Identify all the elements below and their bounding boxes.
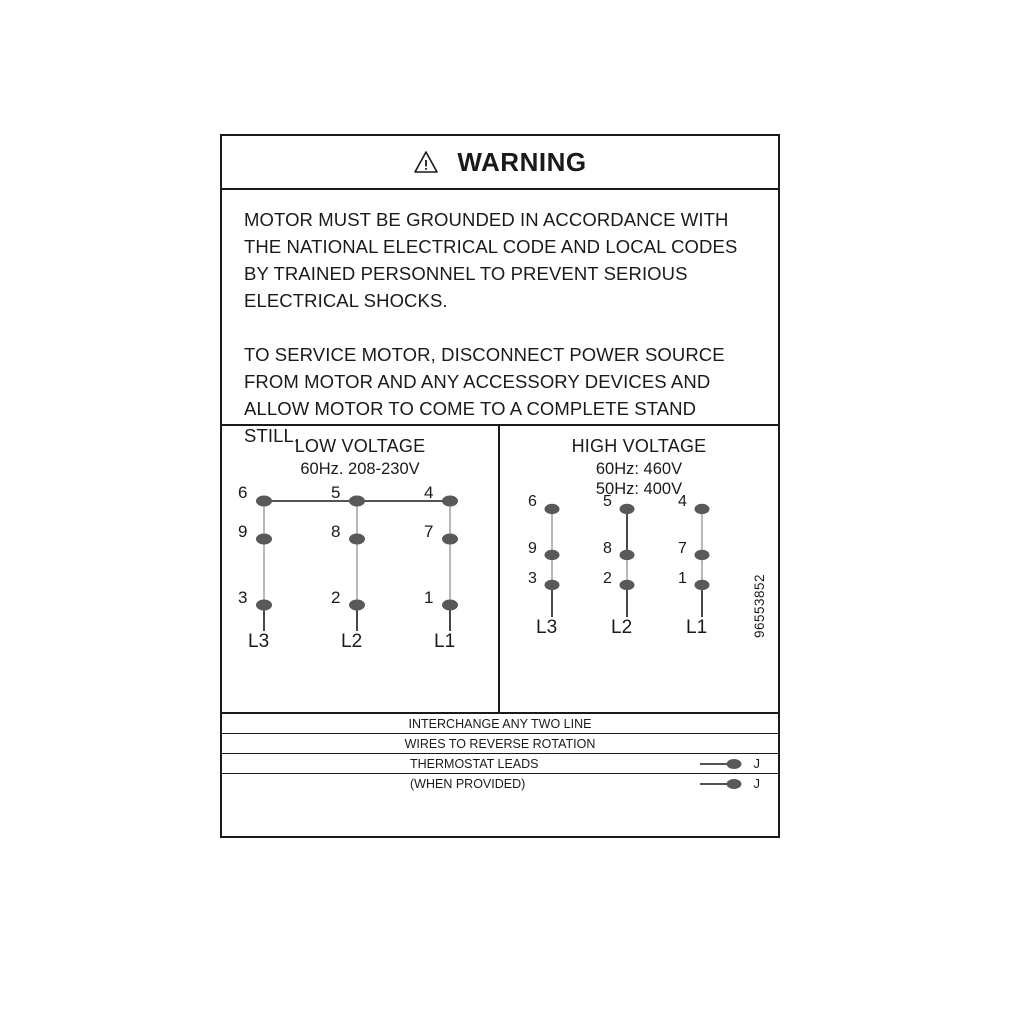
high-terminal-3: 3 [528, 570, 537, 587]
part-number: 96553852 [752, 573, 767, 638]
high-voltage-spec-2: 50Hz: 400V [595, 480, 683, 498]
note-rows [222, 714, 778, 794]
high-voltage-diagram [500, 426, 778, 712]
thermostat-note-line-1: THERMOSTAT LEADS [410, 757, 539, 771]
thermostat-terminal-2 [700, 774, 760, 794]
low-voltage-diagram [222, 426, 500, 712]
rotation-note-row-2 [222, 734, 778, 754]
low-terminal-5: 5 [331, 483, 341, 502]
low-line-l3: L3 [248, 631, 270, 652]
thermostat-note-row-1 [222, 754, 778, 774]
thermostat-note-line-2: (WHEN PROVIDED) [410, 777, 526, 791]
high-line-l3: L3 [536, 617, 558, 638]
low-line-l2: L2 [341, 631, 363, 652]
high-line-l2: L2 [611, 617, 633, 638]
low-voltage-heading [222, 426, 498, 479]
low-terminal-9: 9 [238, 522, 248, 541]
low-terminal-2: 2 [331, 588, 341, 607]
low-terminal-6: 6 [238, 483, 248, 502]
high-line-l1: L1 [686, 617, 708, 638]
warning-paragraph-2: TO SERVICE MOTOR, DISCONNECT POWER SOURCE FROM MOTOR AND ANY ACCESSORY DEVICES AND ALLOW MOTOR TO COME TO A COMPLETE STAND STILL. [244, 344, 725, 446]
low-terminal-8: 8 [331, 522, 341, 541]
low-voltage-spec-1: 60Hz. 208-230V [300, 460, 420, 478]
high-terminal-4: 4 [678, 493, 687, 510]
wiring-diagrams [222, 426, 778, 714]
high-voltage-terminal-map [500, 493, 778, 689]
low-terminal-3: 3 [238, 588, 248, 607]
thermostat-terminal-label-1: J [753, 756, 760, 771]
high-terminal-8: 8 [603, 540, 612, 557]
warning-triangle-icon [413, 149, 439, 175]
rotation-note-row-1 [222, 714, 778, 734]
thermostat-note-row-2 [222, 774, 778, 794]
high-terminal-7: 7 [678, 540, 687, 557]
thermostat-terminal-1 [700, 754, 760, 774]
warning-header [222, 136, 778, 190]
high-terminal-1: 1 [678, 570, 687, 587]
low-voltage-title: LOW VOLTAGE [294, 436, 426, 456]
low-voltage-terminal-map [222, 479, 498, 669]
low-line-l1: L1 [434, 631, 456, 652]
high-voltage-title: HIGH VOLTAGE [571, 436, 707, 456]
warning-title: WARNING [457, 146, 587, 177]
high-voltage-spec-1: 60Hz: 460V [595, 460, 683, 478]
high-terminal-2: 2 [603, 570, 612, 587]
rotation-note-line-1: INTERCHANGE ANY TWO LINE [408, 717, 592, 731]
motor-wiring-nameplate [220, 134, 780, 838]
low-terminal-7: 7 [424, 522, 434, 541]
rotation-note-line-2: WIRES TO REVERSE ROTATION [404, 737, 596, 751]
high-terminal-6: 6 [528, 493, 537, 510]
high-terminal-5: 5 [603, 493, 612, 510]
warning-paragraph-1: MOTOR MUST BE GROUNDED IN ACCORDANCE WITH THE NATIONAL ELECTRICAL CODE AND LOCAL CODES BY TRAINED PERSONNEL TO PREVENT SERIOUS ELECTRICAL SHOCKS. [244, 209, 738, 311]
high-voltage-heading [500, 426, 778, 499]
thermostat-terminal-label-2: J [753, 776, 760, 791]
high-terminal-9: 9 [528, 540, 537, 557]
low-terminal-4: 4 [424, 483, 434, 502]
low-terminal-1: 1 [424, 588, 434, 607]
